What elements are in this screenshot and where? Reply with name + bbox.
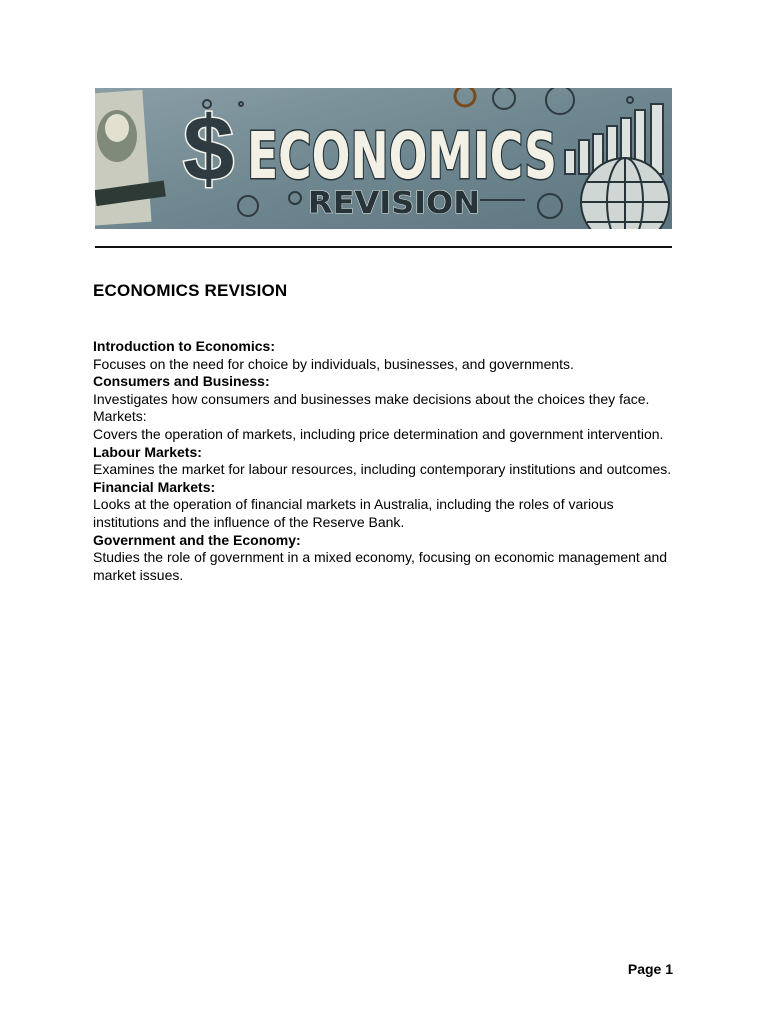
sections-list — [93, 338, 683, 584]
section-heading: Labour Markets: — [93, 443, 202, 460]
section-heading: Introduction to Economics: — [93, 338, 275, 354]
banner-graphic — [95, 88, 672, 229]
section-body: Investigates how consumers and businesses make decisions about the choices they face. — [93, 390, 650, 407]
section-item — [93, 373, 683, 408]
section-body: Looks at the operation of financial markets in Australia, including the roles of various institutions and the influence of the Reserve Bank. — [93, 496, 614, 530]
section-item — [93, 444, 683, 479]
economics-banner-image — [95, 88, 672, 229]
section-heading: Financial Markets: — [93, 478, 216, 495]
section-body: Focuses on the need for choice by individuals, businesses, and governments. — [93, 355, 574, 372]
section-body: Examines the market for labour resources, including contemporary institutions and outcomes. — [93, 461, 672, 478]
section-heading: Consumers and Business: — [93, 373, 270, 390]
section-heading: Government and the Economy: — [93, 531, 301, 548]
section-item — [93, 479, 683, 532]
section-body: Covers the operation of markets, including price determination and government intervention. — [93, 425, 664, 442]
section-item — [93, 532, 683, 585]
section-heading: Markets: — [93, 408, 147, 425]
dollar-sign-icon — [183, 98, 234, 200]
horizontal-rule — [95, 246, 672, 248]
svg-text:$: $ — [183, 98, 235, 200]
document-title: ECONOMICS REVISION — [93, 281, 288, 300]
page-number: Page 1 — [627, 961, 673, 977]
section-item — [93, 338, 683, 373]
banner-subtitle: REVISION — [308, 186, 480, 221]
section-item — [93, 408, 683, 443]
section-body: Studies the role of government in a mixed economy, focusing on economic management and market issues. — [93, 549, 668, 583]
banner-title: ECONOMICS — [247, 120, 557, 194]
